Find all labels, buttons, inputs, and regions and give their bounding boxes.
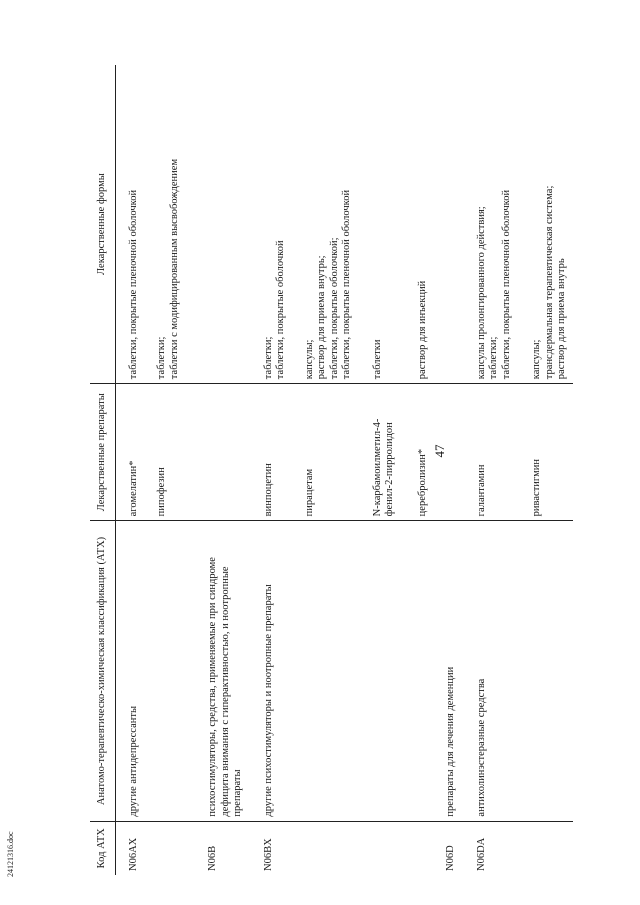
row-classification-cell (433, 521, 462, 821)
cell-text-line: психостимуляторы, средства, применяемые при синдроме дефицита внимания с гиперактивностью, и ноотропные препараты (207, 557, 243, 817)
cell-text-line: препараты для лечения деменции (445, 666, 456, 817)
table-row (517, 65, 573, 875)
row-classification-cell (115, 521, 144, 821)
page-number: 47 (432, 444, 447, 458)
cell-text-line: таблетки с модифицированным высвобождением (168, 158, 180, 380)
cell-text-line: раствор для приема внутрь (556, 258, 567, 380)
cell-text-line: трансдермальная терапевтическая система; (543, 185, 555, 380)
row-classification-cell (292, 521, 358, 821)
row-forms-cell (462, 65, 518, 384)
cell-text-line: пипофезин (156, 467, 167, 517)
row-drug-cell (292, 384, 358, 521)
cell-text-line: таблетки (371, 339, 383, 380)
cell-text-line: таблетки; (156, 336, 167, 380)
row-forms-cell (249, 65, 292, 384)
table-header-row (90, 65, 115, 875)
row-code-cell (401, 821, 434, 875)
row-drug-cell (144, 384, 185, 521)
row-classification-cell (401, 521, 434, 821)
row-drug-cell (358, 384, 401, 521)
cell-text-line: N06BX (262, 838, 274, 871)
row-forms-cell (433, 65, 462, 384)
cell-text-line: раствор для приема внутрь; (316, 255, 327, 380)
row-code-cell (249, 821, 292, 875)
cell-text-line: N06B (207, 845, 218, 871)
row-forms-cell (358, 65, 401, 384)
table-row (249, 65, 292, 875)
row-code-cell (517, 821, 573, 875)
cell-text-line: раствор для инъекций (416, 280, 428, 380)
table-body (115, 65, 573, 875)
cell-text-line: ривастигмин (531, 459, 542, 517)
cell-text-line: таблетки; (488, 336, 499, 380)
row-classification-cell (185, 521, 249, 821)
row-classification-cell (144, 521, 185, 821)
row-forms-cell (185, 65, 249, 384)
row-forms-cell (144, 65, 185, 384)
cell-text-line: антихолинэстеразные средства (475, 678, 487, 817)
table-row (462, 65, 518, 875)
cell-text-line: таблетки, покрытые пленочной оболочкой (341, 189, 352, 380)
row-classification-cell (358, 521, 401, 821)
row-code-cell (144, 821, 185, 875)
row-drug-cell (115, 384, 144, 521)
header-drugs: Лекарственные препараты (90, 384, 115, 521)
row-forms-cell (115, 65, 144, 384)
cell-text-line: N06D (445, 845, 456, 871)
cell-text-line: таблетки, покрытые оболочкой; (328, 237, 340, 380)
footer-doc-name: 24121316.doc (6, 831, 15, 877)
row-code-cell (185, 821, 249, 875)
table-row (358, 65, 401, 875)
row-forms-cell (292, 65, 358, 384)
row-classification-cell (249, 521, 292, 821)
cell-text-line: N06AX (127, 837, 139, 871)
header-classification: Анатомо-терапевтическо-химическая классификация (АТХ) (90, 521, 115, 821)
cell-text-line: капсулы; (531, 339, 542, 380)
row-drug-cell (433, 384, 462, 521)
row-classification-cell (462, 521, 518, 821)
row-forms-cell (401, 65, 434, 384)
cell-text-line: церебролизин* (416, 448, 428, 517)
row-code-cell (462, 821, 518, 875)
table-row (433, 65, 462, 875)
row-classification-cell (517, 521, 573, 821)
row-drug-cell (401, 384, 434, 521)
row-code-cell (433, 821, 462, 875)
cell-text-line: пирацетам (303, 468, 315, 517)
cell-text-line: N-карбамоилметил-4-фенил-2-пирролидон (371, 418, 395, 517)
table-row (401, 65, 434, 875)
cell-text-line: таблетки; (262, 336, 274, 380)
table-row (115, 65, 144, 875)
row-code-cell (115, 821, 144, 875)
cell-text-line: таблетки, покрытые пленочной оболочкой (127, 189, 139, 380)
table-row (144, 65, 185, 875)
row-forms-cell (517, 65, 573, 384)
row-drug-cell (249, 384, 292, 521)
row-code-cell (292, 821, 358, 875)
header-forms: Лекарственные формы (90, 65, 115, 384)
cell-text-line: другие антидепрессанты (127, 705, 139, 817)
row-drug-cell (462, 384, 518, 521)
header-code: Код АТХ (90, 821, 115, 875)
cell-text-line: таблетки, покрытые оболочкой (275, 240, 286, 380)
cell-text-line: капсулы; (303, 339, 315, 380)
table-row (185, 65, 249, 875)
cell-text-line: винпоцетин (262, 463, 274, 517)
atc-table (90, 65, 573, 875)
table-row (292, 65, 358, 875)
cell-text-line: галантамин (475, 464, 487, 517)
cell-text-line: капсулы пролонгированного действия; (475, 206, 487, 380)
row-code-cell (358, 821, 401, 875)
cell-text-line: другие психостимуляторы и ноотропные препараты (262, 584, 274, 817)
cell-text-line: таблетки, покрытые пленочной оболочкой (500, 189, 512, 380)
cell-text-line: агомелатин* (127, 460, 139, 517)
cell-text-line: N06DA (475, 837, 487, 871)
row-drug-cell (185, 384, 249, 521)
row-drug-cell (517, 384, 573, 521)
